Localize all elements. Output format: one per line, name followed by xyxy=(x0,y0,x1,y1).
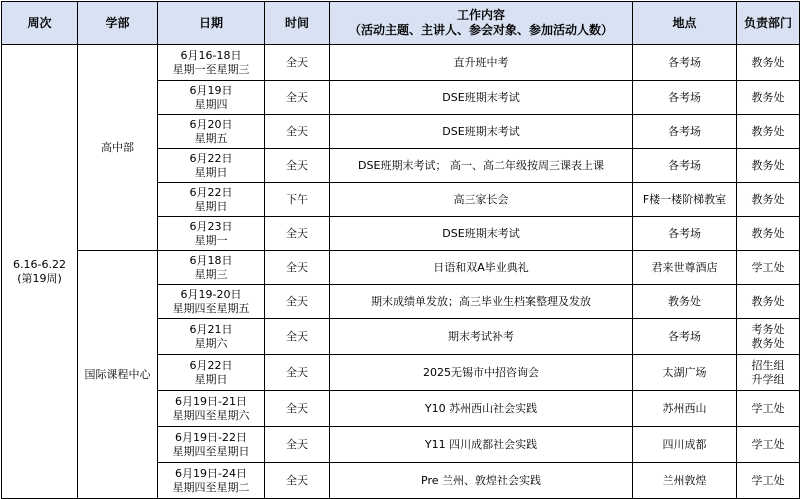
header-date: 日期 xyxy=(158,2,265,45)
owner-cell xyxy=(737,115,800,149)
content-cell: DSE班期末考试 xyxy=(330,81,633,115)
date-cell xyxy=(158,427,265,463)
content-cell: 直升班中考 xyxy=(330,45,633,81)
owner-cell xyxy=(737,149,800,183)
time-cell: 全天 xyxy=(265,217,330,251)
location-cell: 四川成都 xyxy=(633,427,737,463)
owner-primary: 教务处 xyxy=(751,55,785,69)
date-cell xyxy=(158,463,265,499)
owner-primary: 学工处 xyxy=(751,260,785,274)
owner-secondary: 升学组 xyxy=(751,372,785,386)
owner-primary: 考务处 xyxy=(751,322,785,336)
owner-primary: 学工处 xyxy=(751,437,785,451)
date-line: 6月22日 xyxy=(189,185,233,199)
content-cell: 2025无锡市中招咨询会 xyxy=(330,355,633,391)
time-cell: 全天 xyxy=(265,45,330,81)
owner-cell xyxy=(737,81,800,115)
owner-primary: 招生组 xyxy=(751,358,785,372)
owner-cell xyxy=(737,183,800,217)
owner-cell xyxy=(737,319,800,355)
weekday-line: 星期五 xyxy=(194,131,228,145)
date-line: 6月19日-22日 xyxy=(175,430,247,444)
location-cell: 各考场 xyxy=(633,115,737,149)
header-content-subtitle: （活动主题、主讲人、参会对象、参加活动人数） xyxy=(348,23,613,37)
date-cell xyxy=(158,45,265,81)
owner-primary: 学工处 xyxy=(751,401,785,415)
weekday-line: 星期日 xyxy=(194,372,228,386)
location-cell: 各考场 xyxy=(633,319,737,355)
content-cell: DSE班期末考试 xyxy=(330,217,633,251)
weekday-line: 星期三 xyxy=(194,267,228,281)
location-cell: 各考场 xyxy=(633,149,737,183)
location-cell: 君来世尊酒店 xyxy=(633,251,737,285)
header-content xyxy=(330,2,633,45)
week-label: (第19周) xyxy=(17,271,62,285)
location-cell: 教务处 xyxy=(633,285,737,319)
weekday-line: 星期四至星期五 xyxy=(172,301,250,315)
weekday-line: 星期四至星期二 xyxy=(172,480,250,494)
header-content-title: 工作内容 xyxy=(456,8,505,22)
content-cell: Pre 兰州、敦煌社会实践 xyxy=(330,463,633,499)
content-cell: 期末成绩单发放；高三毕业生档案整理及发放 xyxy=(330,285,633,319)
owner-cell xyxy=(737,45,800,81)
date-line: 6月22日 xyxy=(189,358,233,372)
content-cell: 高三家长会 xyxy=(330,183,633,217)
header-time: 时间 xyxy=(265,2,330,45)
date-cell xyxy=(158,285,265,319)
owner-cell xyxy=(737,391,800,427)
header-location: 地点 xyxy=(633,2,737,45)
content-cell: Y10 苏州西山社会实践 xyxy=(330,391,633,427)
table-row xyxy=(2,251,800,285)
date-line: 6月19-20日 xyxy=(180,287,242,301)
weekday-line: 星期六 xyxy=(194,336,228,350)
date-cell xyxy=(158,391,265,427)
owner-primary: 教务处 xyxy=(751,226,785,240)
location-cell: 各考场 xyxy=(633,45,737,81)
date-cell xyxy=(158,183,265,217)
date-cell xyxy=(158,115,265,149)
weekday-line: 星期四 xyxy=(194,97,228,111)
time-cell: 全天 xyxy=(265,285,330,319)
weekday-line: 星期一 xyxy=(194,233,228,247)
location-cell: 太湖广场 xyxy=(633,355,737,391)
date-line: 6月16-18日 xyxy=(180,48,242,62)
location-cell: F楼一楼阶梯教室 xyxy=(633,183,737,217)
date-cell xyxy=(158,355,265,391)
content-cell: 期末考试补考 xyxy=(330,319,633,355)
date-line: 6月18日 xyxy=(189,253,233,267)
owner-cell xyxy=(737,217,800,251)
owner-cell xyxy=(737,427,800,463)
owner-secondary: 教务处 xyxy=(751,336,785,350)
weekday-line: 星期日 xyxy=(194,199,228,213)
owner-primary: 教务处 xyxy=(751,192,785,206)
weekday-line: 星期一至星期三 xyxy=(172,62,250,76)
owner-primary: 教务处 xyxy=(751,158,785,172)
weekday-line: 星期日 xyxy=(194,165,228,179)
location-cell: 各考场 xyxy=(633,217,737,251)
owner-primary: 教务处 xyxy=(751,124,785,138)
date-line: 6月19日 xyxy=(189,83,233,97)
time-cell: 全天 xyxy=(265,81,330,115)
time-cell: 全天 xyxy=(265,149,330,183)
time-cell: 全天 xyxy=(265,355,330,391)
date-cell xyxy=(158,217,265,251)
date-line: 6月22日 xyxy=(189,151,233,165)
week-range: 6.16-6.22 xyxy=(13,257,66,271)
location-cell: 各考场 xyxy=(633,81,737,115)
time-cell: 全天 xyxy=(265,391,330,427)
owner-primary: 教务处 xyxy=(751,294,785,308)
department-high-school: 高中部 xyxy=(78,45,158,251)
owner-cell xyxy=(737,285,800,319)
department-international: 国际课程中心 xyxy=(78,251,158,499)
table-row xyxy=(2,45,800,81)
weekday-line: 星期四至星期日 xyxy=(172,444,250,458)
owner-primary: 教务处 xyxy=(751,90,785,104)
date-cell xyxy=(158,81,265,115)
header-owner: 负责部门 xyxy=(737,2,800,45)
time-cell: 下午 xyxy=(265,183,330,217)
weekday-line: 星期四至星期六 xyxy=(172,408,250,422)
week-cell xyxy=(2,45,78,499)
date-line: 6月19日-24日 xyxy=(175,466,247,480)
time-cell: 全天 xyxy=(265,251,330,285)
time-cell: 全天 xyxy=(265,115,330,149)
owner-cell xyxy=(737,355,800,391)
time-cell: 全天 xyxy=(265,427,330,463)
content-cell: DSE班期末考试； 高一、高二年级按周三课表上课 xyxy=(330,149,633,183)
date-line: 6月20日 xyxy=(189,117,233,131)
header-row xyxy=(2,2,800,45)
location-cell: 兰州敦煌 xyxy=(633,463,737,499)
owner-cell xyxy=(737,463,800,499)
owner-cell xyxy=(737,251,800,285)
date-line: 6月19日-21日 xyxy=(175,394,247,408)
date-line: 6月23日 xyxy=(189,219,233,233)
time-cell: 全天 xyxy=(265,319,330,355)
header-department: 学部 xyxy=(78,2,158,45)
location-cell: 苏州西山 xyxy=(633,391,737,427)
date-cell xyxy=(158,319,265,355)
content-cell: DSE班期末考试 xyxy=(330,115,633,149)
time-cell: 全天 xyxy=(265,463,330,499)
date-cell xyxy=(158,251,265,285)
date-line: 6月21日 xyxy=(189,322,233,336)
content-cell: 日语和双A毕业典礼 xyxy=(330,251,633,285)
owner-primary: 学工处 xyxy=(751,473,785,487)
header-week: 周次 xyxy=(2,2,78,45)
content-cell: Y11 四川成都社会实践 xyxy=(330,427,633,463)
date-cell xyxy=(158,149,265,183)
schedule-table xyxy=(1,1,800,499)
